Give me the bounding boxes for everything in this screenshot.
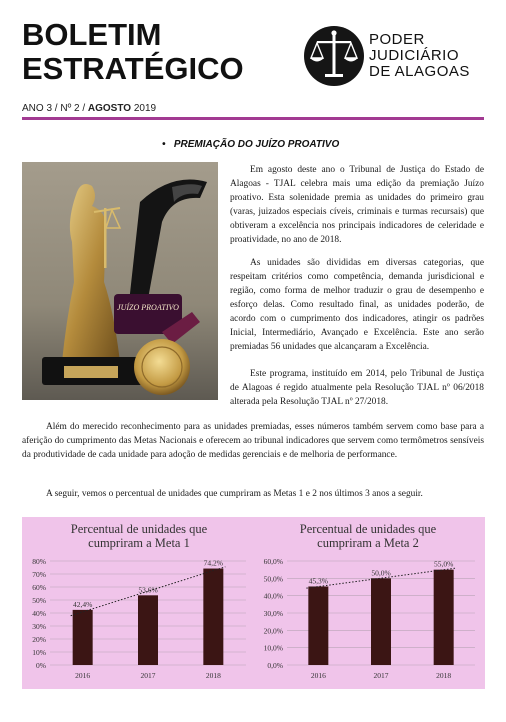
issue-year: 2019 bbox=[131, 103, 157, 114]
y-tick-label: 50% bbox=[32, 596, 46, 605]
data-label: 53,6% bbox=[138, 585, 158, 595]
meta1-chart-plot bbox=[22, 517, 256, 689]
bar-2016 bbox=[308, 586, 328, 665]
meta2-chart bbox=[251, 517, 485, 689]
y-tick-label: 40% bbox=[32, 609, 46, 618]
section-bullet: • bbox=[162, 139, 166, 150]
x-tick-label: 2017 bbox=[373, 671, 389, 680]
bar-2018 bbox=[434, 570, 454, 665]
x-tick-label: 2016 bbox=[310, 671, 326, 680]
data-label: 45,3% bbox=[308, 576, 329, 586]
y-tick-label: 40,0% bbox=[263, 591, 283, 601]
y-tick-label: 20% bbox=[32, 635, 46, 644]
bulletin-title-line2: ESTRATÉGICO bbox=[22, 51, 244, 86]
logo-line-1: PODER bbox=[369, 31, 425, 48]
issue-prefix: ANO 3 / Nº 2 / bbox=[22, 103, 88, 114]
paragraph-1: Em agosto deste ano o Tribunal de Justiça do Estado de Alagoas - TJAL celebra mais uma edição da premiação Juízo proativo. Esta solenidade premia as unidades do primeiro grau (varas, juizados especiais cíveis, criminais e turmas recursais) que obtiveram a excelência nos principais indicadores de celeridade e proatividade, no ano de 2018. bbox=[230, 165, 484, 245]
meta1-chart-title-line1: Percentual de unidades que bbox=[70, 522, 208, 536]
y-tick-label: 10% bbox=[32, 648, 46, 657]
y-tick-label: 30,0% bbox=[263, 609, 283, 618]
meta1-chart-title-line2: cumpriram a Meta 1 bbox=[88, 536, 190, 550]
y-tick-label: 60% bbox=[32, 583, 46, 592]
logo-wordmark bbox=[369, 32, 470, 80]
x-tick-label: 2017 bbox=[140, 671, 156, 680]
bar-2017 bbox=[138, 595, 158, 665]
paragraph-2: As unidades são divididas em diversas categorias, que respeitam critérios como competência, demanda jurisdicional e região, como forma de melhor traduzir o grau de desempenho e esforço delas. Como resultado final, as unidades poderão, de acordo com o cumprimento dos indicadores, atingir os padrões Inicial, Intermediário, Avançado e Excelência. Este ano serão premiadas 56 unidades que alcançaram a Excelência. bbox=[230, 258, 484, 352]
bar-2017 bbox=[371, 578, 391, 665]
y-tick-label: 80% bbox=[32, 557, 46, 566]
section-title-text: PREMIAÇÃO DO JUÍZO PROATIVO bbox=[173, 139, 340, 150]
paragraph-4: Além do merecido reconhecimento para as unidades premiadas, esses números também servem como base para a aferição do cumprimento das Metas Nacionais e oferecem ao tribunal indicadores que servem como termômetros sensíveis da produtividade de cada unidade para adoção de medidas gerenciais e de melhoria de performance. bbox=[22, 422, 484, 460]
y-tick-label: 10,0% bbox=[263, 643, 283, 653]
y-tick-label: 30% bbox=[32, 622, 46, 631]
data-label: 50,0% bbox=[371, 568, 391, 578]
data-label: 74,2% bbox=[203, 558, 224, 568]
bulletin-title-line1: BOLETIM bbox=[22, 17, 162, 52]
x-tick-label: 2016 bbox=[75, 671, 91, 680]
issue-line bbox=[22, 103, 156, 114]
meta2-chart-title-line1: Percentual de unidades que bbox=[299, 522, 437, 536]
bulletin-title bbox=[22, 18, 244, 86]
y-tick-label: 70% bbox=[32, 570, 46, 579]
paragraph-5: A seguir, vemos o percentual de unidades que cumpriram as Metas 1 e 2 nos últimos 3 anos a seguir. bbox=[46, 489, 423, 499]
y-tick-label: 0,0% bbox=[267, 661, 283, 670]
x-tick-label: 2018 bbox=[205, 671, 221, 680]
paragraph-3: Este programa, instituído em 2014, pelo Tribunal de Justiça de Alagoas é regido atualmente pela Resolução TJAL nº 06/2018 alterada pela Resolução TJAL nº 27/2018. bbox=[230, 369, 484, 407]
y-tick-label: 50,0% bbox=[263, 574, 283, 584]
bar-2018 bbox=[203, 569, 223, 665]
meta2-chart-plot bbox=[251, 517, 485, 689]
data-label: 55,0% bbox=[433, 559, 454, 569]
trophy-photo bbox=[22, 162, 218, 400]
y-tick-label: 60,0% bbox=[263, 557, 283, 566]
y-tick-label: 20,0% bbox=[263, 626, 283, 636]
scales-of-justice-icon bbox=[303, 24, 365, 88]
logo-line-3: DE ALAGOAS bbox=[369, 63, 470, 80]
poder-judiciario-logo bbox=[303, 24, 493, 88]
bar-2016 bbox=[73, 610, 93, 665]
logo-line-2: JUDICIÁRIO bbox=[369, 47, 460, 64]
header-divider bbox=[22, 117, 484, 120]
section-title bbox=[162, 139, 339, 150]
trophy-plate-text: JUÍZO PROATIVO bbox=[117, 303, 179, 312]
y-tick-label: 0% bbox=[36, 661, 46, 670]
meta1-chart bbox=[22, 517, 256, 689]
x-tick-label: 2018 bbox=[436, 671, 452, 680]
meta2-chart-title-line2: cumpriram a Meta 2 bbox=[317, 536, 419, 550]
issue-month: AGOSTO bbox=[87, 103, 132, 114]
data-label: 42,4% bbox=[72, 599, 93, 609]
